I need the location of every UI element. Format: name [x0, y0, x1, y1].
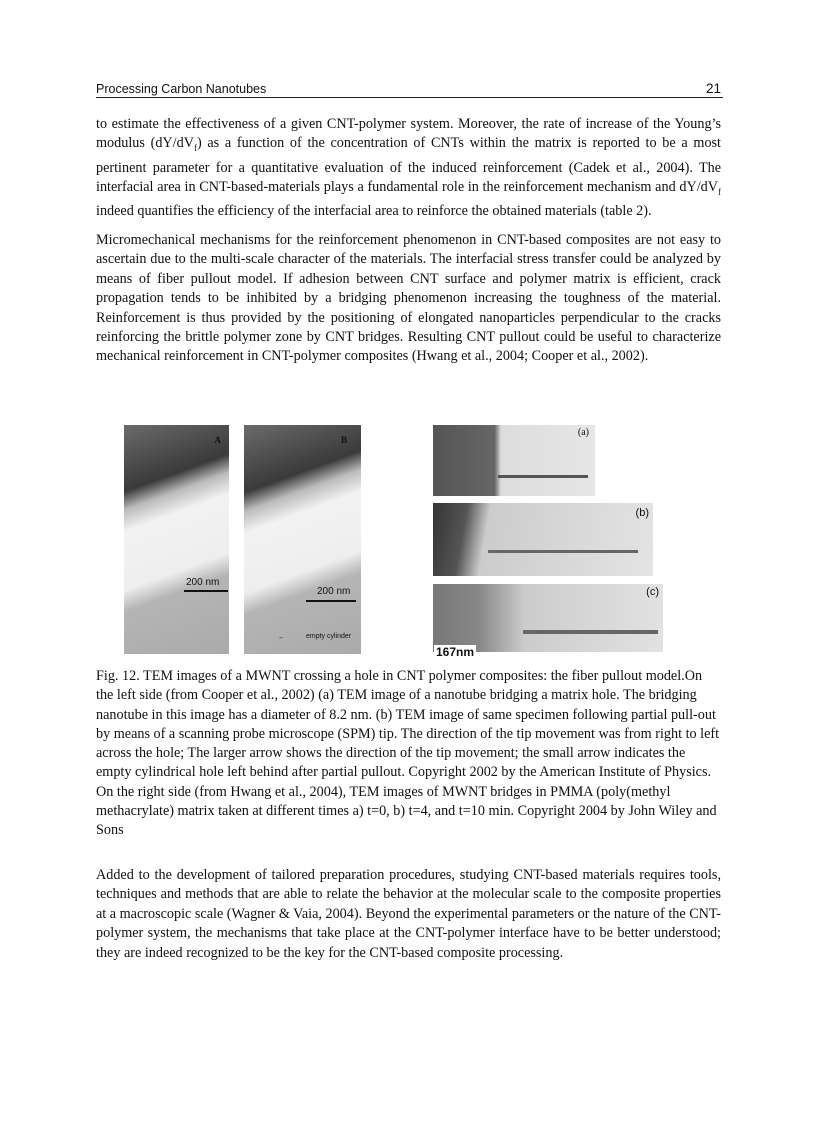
scale-label-B: 200 nm — [317, 586, 351, 597]
arrow-empty-cylinder: ← — [278, 634, 285, 641]
scale-bar-A — [184, 590, 228, 592]
scale-label-A: 200 nm — [186, 577, 220, 588]
scale-bar-B — [306, 600, 356, 602]
scale-label-right: 167nm — [436, 645, 475, 659]
paragraph-2: Micromechanical mechanisms for the reinforcement phenomenon in CNT-based composites are not easy to ascertain due to the multi-scale character of the materials. The interfacial stress transfer could be analyzed by means of fiber pullout model. If adhesion between CNT surface and polymer matrix is efficient, crack propagation tends to be inhibited by a bridging phenomenon increasing the toughness of the material. Reinforcement is thus provided by the positioning of elongated nanoparticles perpendicular to the cracks reinforcing the brittle polymer zone by CNT bridges. Resulting CNT pullout could be useful to characterize mechanical reinforcement in CNT-polymer composites (Hwang et al., 2004; Cooper et al., 2002). — [96, 232, 721, 365]
paragraph-3: Added to the development of tailored preparation procedures, studying CNT-based materials requires tools, techniques and methods that are able to relate the behavior at the molecular scale to the composite properties at a macroscopic scale (Wagner & Vaia, 2004). Beyond the experimental parameters or the nature of the CNT-polymer system, the mechanisms that take place at the CNT-polymer interface have to be better understood; they are indeed recognized to be the key for the CNT-based composite processing. — [96, 867, 721, 961]
running-header — [96, 80, 723, 98]
tem-image-a: (a) — [433, 425, 595, 496]
tem-image-A: A 200 nm — [124, 425, 229, 654]
page-number: 21 — [705, 81, 721, 96]
running-title: Processing Carbon Nanotubes — [96, 82, 267, 96]
arrow-label: empty cylinder — [306, 633, 352, 640]
tem-image-b: (b) — [433, 503, 653, 576]
paragraph-1: to estimate the effectiveness of a given CNT-polymer system. Moreover, the rate of increase of the Young’s modulus $(dY/dV_f)$ as a function of the concentration of CNTs within the matrix is reported to be a most pertinent parameter for a quantitative evaluation of the induced reinforcement (Cadek et al., 2004). The interfacial area in CNT-based-materials plays a fundamental role in the reinforcement mechanism and $dY/dV_f$ indeed quantifies the efficiency of the interfacial area to reinforce the obtained materials (table 2). — [96, 116, 721, 220]
figure-caption: Fig. 12. TEM images of a MWNT crossing a hole in CNT polymer composites: the fiber pullout model.On the left side (from Cooper et al., 2002) (a) TEM image of a nanotube bridging a matrix hole. The bridging nanotube in this image has a diameter of 8.2 nm. (b) TEM image of same specimen following partial pull-out by means of a scanning probe microscope (SPM) tip. The direction of the tip movement was from right to left across the hole; The larger arrow shows the direction of the tip movement; the small arrow indicates the empty cylindrical hole left behind after partial pullout. Copyright 2002 by the American Institute of Physics. On the right side (from Hwang et al., 2004), TEM images of MWNT bridges in PMMA (poly(methyl methacrylate) matrix taken at different times a) t=0, b) t=4, and t=10 min. Copyright 2004 by John Wiley and Sons — [96, 668, 720, 839]
tem-image-c: (c) — [433, 584, 663, 652]
tem-image-B: B 200 nm ← empty cylinder — [244, 425, 361, 654]
